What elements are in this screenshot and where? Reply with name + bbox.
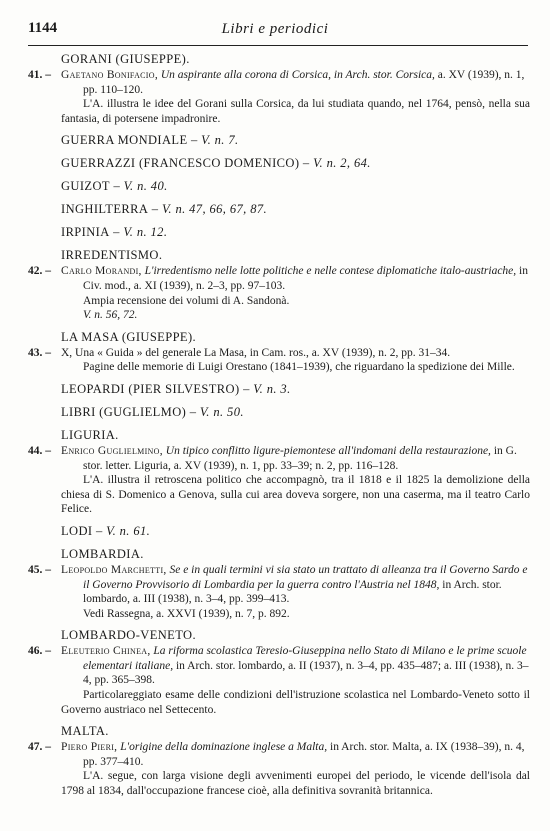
heading-text: GUERRAZZI (FRANCESCO DOMENICO) xyxy=(61,156,300,171)
entry-number: 47. – xyxy=(28,741,51,754)
subject-heading xyxy=(28,178,530,195)
annotation: Ampia recensione dei volumi di A. Sandonà. xyxy=(83,294,290,307)
heading-text: GUERRA MONDIALE xyxy=(61,133,188,148)
publication-details: in Arch. stor. lombardo, a. II (1937), n. 3–4, pp. 435–487; a. III (1938), n. 3–4, pp. 365–398. xyxy=(83,659,529,687)
subject-heading xyxy=(28,329,530,346)
author-name: Leopoldo Marchetti, xyxy=(61,563,167,576)
annotation: L'A. segue, con larga visione degli avvenimenti europei del periodo, le vicende dell'isola dal 1798 al 1834, dall'occupazione francese cioè, alla definitiva sovranità britannica. xyxy=(61,770,530,798)
article-title: La riforma scolastica Teresio-Giuseppina nello Stato di Milano e le prime scuole elementari italiane, xyxy=(83,645,527,672)
publication-details: X, Una « Guida » del generale La Masa, in Cam. ros., a. XV (1939), n. 2, pp. 31–34. xyxy=(61,346,451,359)
heading-text: LOMBARDIA. xyxy=(61,546,144,561)
author-name: Carlo Morandi, xyxy=(61,265,142,278)
see-also: V. n. 56, 72. xyxy=(83,309,138,322)
entry-number: 42. – xyxy=(28,265,51,278)
author-name: Piero Pieri, xyxy=(61,741,118,754)
heading-text: LIGURIA. xyxy=(61,427,119,442)
author-name: Eleuterio Chinea, xyxy=(61,645,151,658)
citation xyxy=(61,644,530,688)
citation xyxy=(61,740,530,769)
citation xyxy=(61,444,530,473)
header-rule xyxy=(28,45,528,46)
publication-details: in Civ. mod., a. XI (1939), n. 2–3, pp. 97–103. xyxy=(83,265,528,292)
article-title: Se e in quali termini vi sia stato un trattato di alleanza tra il Governo Sardo e il Governo Provvisorio di Lombardia per la guerra contro l'Austria nel 1848, xyxy=(83,563,528,591)
article-title: L'origine della dominazione inglese a Malta, xyxy=(120,741,328,754)
subject-heading xyxy=(28,201,530,218)
running-head: Libri e periodici xyxy=(221,21,329,37)
heading-text: INGHILTERRA xyxy=(61,202,149,217)
cross-reference: – V. n. 12. xyxy=(109,225,168,240)
citation xyxy=(61,563,530,607)
bibliography-entry xyxy=(28,444,530,517)
annotation: L'A. illustra il retroscena politico che accompagnò, tra il 1818 e il 1825 la demolizione della chiesa di S. Domenico a Genova, sulla cui area doveva sorgere, non una caserma, ma il teatro Carlo Felice. xyxy=(61,474,530,516)
heading-text: IRPINIA xyxy=(61,225,110,240)
heading-text: LA MASA (GIUSEPPE). xyxy=(61,329,197,344)
subject-heading xyxy=(28,427,530,444)
subject-heading xyxy=(28,404,530,421)
citation xyxy=(61,68,530,97)
publication-details: a. XV (1939), n. 1, pp. 110–120. xyxy=(83,69,525,96)
heading-text: MALTA. xyxy=(61,724,109,739)
subject-heading xyxy=(28,155,530,172)
entry-number: 44. – xyxy=(28,444,51,457)
entry-number: 45. – xyxy=(28,563,51,576)
entry-number: 46. – xyxy=(28,645,51,658)
annotation: Vedi Rassegna, a. XXVI (1939), n. 7, p. 892. xyxy=(83,607,290,620)
bibliography-entry xyxy=(28,644,530,717)
cross-reference: – V. n. 47, 66, 67, 87. xyxy=(148,202,268,217)
cross-reference: – V. n. 40. xyxy=(109,179,168,194)
subject-heading xyxy=(28,723,530,740)
heading-text: LIBRI (GUGLIELMO) xyxy=(61,404,187,419)
subject-heading xyxy=(28,523,530,540)
bibliography-entry xyxy=(28,346,530,375)
annotation: Pagine delle memorie di Luigi Orestano (1841–1939), che riguardano la spedizione dei Mille. xyxy=(83,361,515,374)
cross-reference: – V. n. 50. xyxy=(186,404,244,419)
bibliography-entry xyxy=(28,264,530,322)
publication-details: in Arch. stor. Malta, a. IX (1938–39), n. 4, pp. 377–410. xyxy=(83,741,525,768)
subject-heading xyxy=(28,247,530,264)
article-title: L'irredentismo nelle lotte politiche e nelle contese diplomatiche italo-austriache, xyxy=(144,265,517,278)
cross-reference: – V. n. 61. xyxy=(92,523,151,538)
bibliography-entry xyxy=(28,740,530,798)
page-header xyxy=(0,0,550,44)
page-number: 1144 xyxy=(28,20,58,36)
annotation: L'A. illustra le idee del Gorani sulla Corsica, da lui studiata quando, nel 1764, pensò, nella sua fantasia, di potersene impadronire. xyxy=(61,98,530,125)
publication-details: in Arch. stor. lombardo, a. III (1938), n. 3–4, pp. 399–413. xyxy=(83,578,502,606)
article-title: Un tipico conflitto ligure-piemontese all'indomani della restaurazione, xyxy=(165,444,491,457)
heading-text: LODI xyxy=(61,523,93,538)
bibliography-entry xyxy=(28,563,530,621)
cross-reference: – V. n. 2, 64. xyxy=(299,156,371,171)
entry-number: 41. – xyxy=(28,69,51,81)
bibliography-entry xyxy=(28,68,530,126)
subject-heading xyxy=(28,132,530,149)
cross-reference: – V. n. 3. xyxy=(239,381,291,396)
article-title: Un aspirante alla corona di Corsica, in Arch. stor. Corsica, xyxy=(160,69,435,81)
heading-text: GUIZOT xyxy=(61,179,110,194)
bibliography-list xyxy=(28,49,530,799)
subject-heading xyxy=(28,224,530,241)
subject-heading xyxy=(28,381,530,398)
citation xyxy=(61,346,530,361)
author-name: Gaetano Bonifacio, xyxy=(61,69,158,81)
heading-text: LOMBARDO-VENETO. xyxy=(61,628,196,643)
heading-text: GORANI (GIUSEPPE). xyxy=(61,52,190,66)
heading-text: LEOPARDI (PIER SILVESTRO) xyxy=(61,381,240,396)
author-name: Enrico Guglielmino, xyxy=(61,444,163,457)
annotation: Particolareggiato esame delle condizioni dell'istruzione scolastica nel Lombardo-Veneto sotto il Governo austriaco nel Settecento. xyxy=(61,689,530,716)
subject-heading xyxy=(28,51,530,68)
subject-heading xyxy=(28,546,530,563)
cross-reference: – V. n. 7. xyxy=(187,133,239,148)
citation xyxy=(61,264,530,293)
entry-number: 43. – xyxy=(28,346,51,359)
subject-heading xyxy=(28,627,530,644)
publication-details: in G. stor. letter. Liguria, a. XV (1939), n. 1, pp. 33–39; n. 2, pp. 116–128. xyxy=(83,444,517,472)
heading-text: IRREDENTISMO. xyxy=(61,248,163,263)
